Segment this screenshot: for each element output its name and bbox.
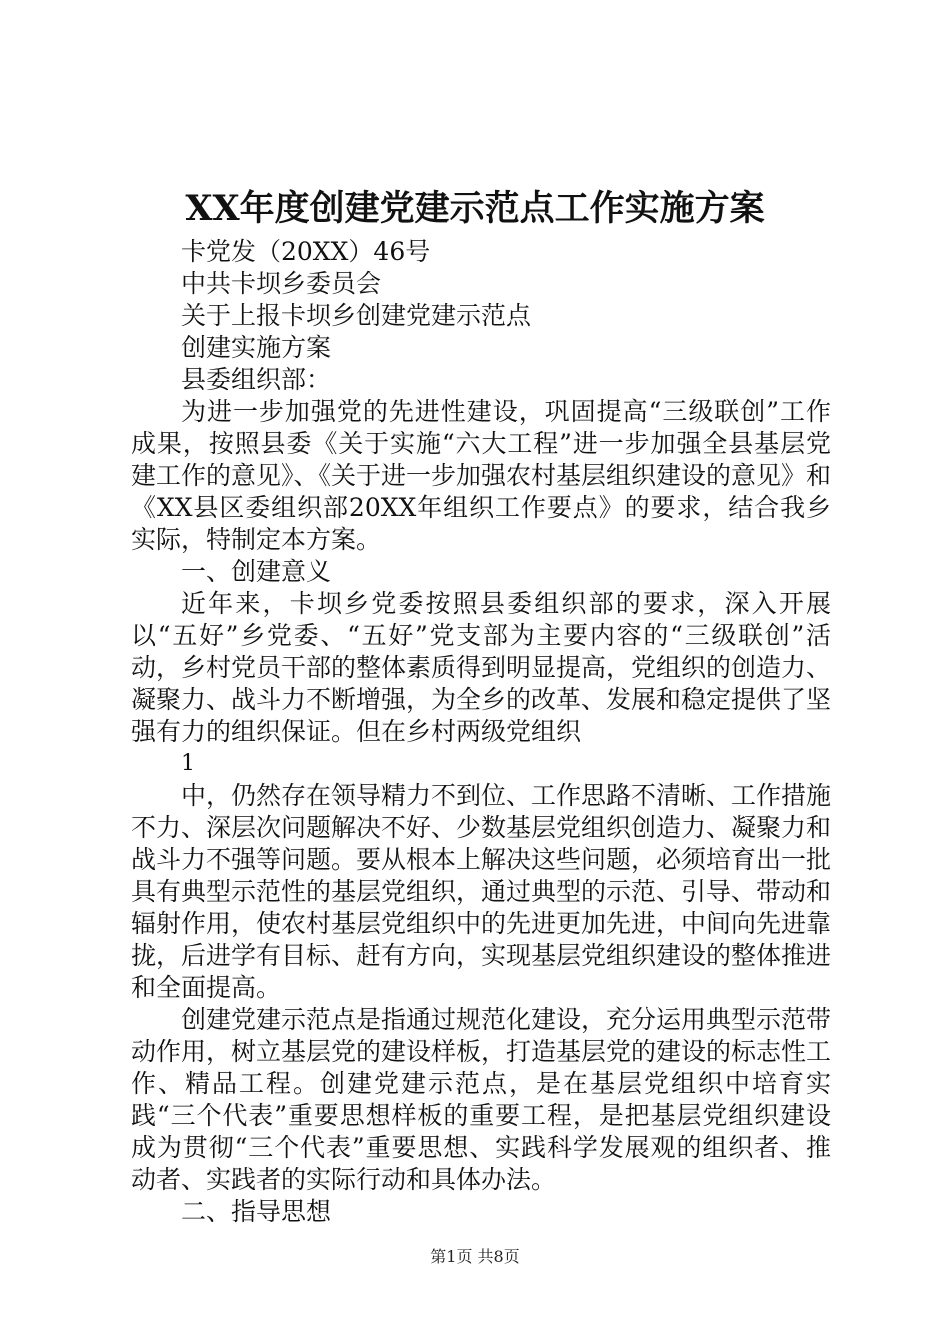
intro-paragraph: 为进一步加强党的先进性建设，巩固提高“三级联创”工作成果，按照县委《关于实施“六大工程”进一步加强全县基层党建工作的意见》、《关于进一步加强农村基层组织建设的意见》和《XX县区委组织部20XX年组织工作要点》的要求，结合我乡实际，特制定本方案。 — [131, 397, 832, 554]
subject-line-1: 关于上报卡坝乡创建党建示范点 — [181, 301, 532, 330]
significance-paragraph-1: 近年来，卡坝乡党委按照县委组织部的要求，深入开展以“五好”乡党委、“五好”党支部为主要内容的“三级联创”活动，乡村党员干部的整体素质得到明显提高，党组织的创造力、凝聚力、战斗力不断增强，为全乡的改革、发展和稳定提供了坚强有力的组织保证。但在乡村两级党组织 — [131, 589, 832, 746]
subject-line-2: 创建实施方案 — [181, 333, 332, 362]
document-number: 卡党发（20XX）46号 — [181, 237, 431, 266]
recipient-line: 县委组织部： — [181, 365, 332, 394]
page-break-number: 1 — [181, 751, 195, 776]
significance-paragraph-2: 中，仍然存在领导精力不到位、工作思路不清晰、工作措施不力、深层次问题解决不好、少数基层党组织创造力、凝聚力和战斗力不强等问题。要从根本上解决这些问题，必须培育出一批具有典型示范性的基层党组织，通过典型的示范、引导、带动和辐射作用，使农村基层党组织中的先进更加先进，中间向先进靠拢，后进学有目标、赶有方向，实现基层党组织建设的整体推进和全面提高。 — [131, 781, 832, 1002]
issuing-organization: 中共卡坝乡委员会 — [181, 269, 382, 298]
section-heading-significance: 一、创建意义 — [181, 557, 332, 586]
section-heading-guiding-ideology: 二、指导思想 — [181, 1197, 332, 1226]
page-footer: 第1页 共8页 — [430, 1247, 520, 1266]
document-body — [131, 236, 831, 1228]
document-title: XX年度创建党建示范点工作实施方案 — [185, 188, 765, 229]
significance-paragraph-3: 创建党建示范点是指通过规范化建设，充分运用典型示范带动作用，树立基层党的建设样板，打造基层党的建设的标志性工作、精品工程。创建党建示范点，是在基层党组织中培育实践“三个代表”重要思想样板的重要工程，是把基层党组织建设成为贯彻“三个代表”重要思想、实践科学发展观的组织者、推动者、实践者的实际行动和具体办法。 — [131, 1005, 832, 1194]
